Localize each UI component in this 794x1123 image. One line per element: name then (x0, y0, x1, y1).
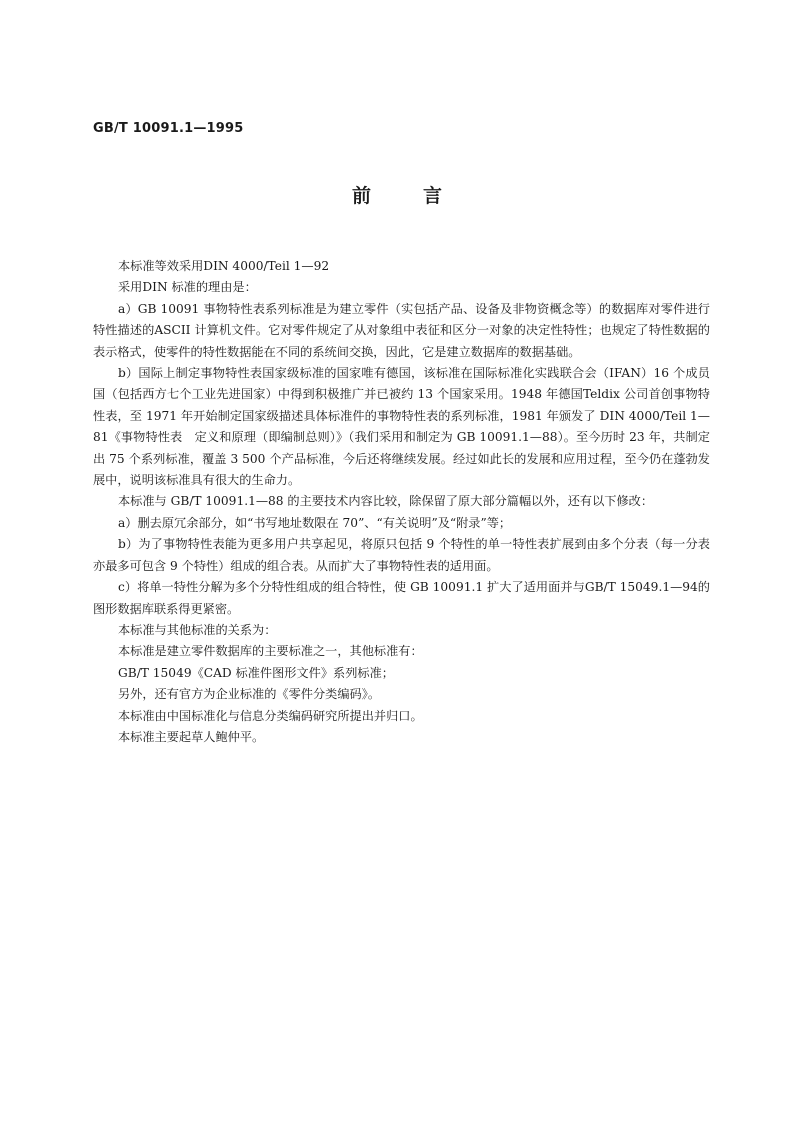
paragraph-enterprise-standard: 另外，还有官方为企业标准的《零件分类编码》。 (118, 687, 381, 702)
paragraph-related-standard: GB/T 15049《CAD 标准件图形文件》系列标准； (118, 665, 394, 680)
paragraph-reason-b: b）国际上制定事物特性表国家级标准的国家唯有德国，该标准在国际标准化实践联合会（IFAN）16 个成员国（包括西方七个工业先进国家）中得到积极推广并已被约 13 个国家采用。1948 年德国Teldix 公司首创事物特性表，至 1971 年开始制定国家级描述具体标准件的事物特性表的系列标准，1981 年颁发了 DIN 4000/Teil 1—81《事物特性表 定义和原理（即编制总则）》（我们采用和制定为 GB 10091.1—88）。至今历时 23 年，共制定出 75 个系列标准，覆盖 3 500 个产品标准，今后还将继续发展。经过如此长的发展和应用过程，至今仍在蓬勃发展中，说明该标准具有很大的生命力。 (93, 366, 710, 488)
paragraph-reason-a: a）GB 10091 事物特性表系列标准是为建立零件（实包括产品、设备及非物资概念等）的数据库对零件进行特性描述的ASCII 计算机文件。它对零件规定了从对象组中表征和区分一对象的决定性特性；也规定了特性数据的表示格式，使零件的特性数据能在不同的系统间交换，因此，它是建立数据库的数据基础。 (93, 301, 710, 359)
paragraph-change-b: b）为了事物特性表能为更多用户共享起见，将原只包括 9 个特性的单一特性表扩展到由多个分表（每一分表亦最多可包含 9 个特性）组成的组合表。从而扩大了事物特性表的适用面。 (93, 537, 710, 573)
page-title: 前言 (351, 185, 494, 207)
paragraph-equivalence: 本标准等效采用DIN 4000/Teil 1—92 (118, 259, 330, 273)
paragraph-relation: 本标准是建立零件数据库的主要标准之一，其他标准有： (118, 644, 423, 659)
paragraph-proposer: 本标准由中国标准化与信息分类编码研究所提出并归口。 (118, 708, 423, 723)
paragraph-relation-intro: 本标准与其他标准的关系为： (118, 622, 277, 637)
paragraph-change-c: c）将单一特性分解为多个分特性组成的组合特性，使 GB 10091.1 扩大了适用面并与GB/T 15049.1—94的图形数据库联系得更紧密。 (93, 580, 710, 616)
paragraph-reason-intro: 采用DIN 标准的理由是： (118, 280, 257, 295)
document-body (93, 256, 710, 748)
standard-code: GB/T 10091.1—1995 (93, 121, 244, 136)
paragraph-change-a: a）删去原冗余部分，如“书写地址数限在 70”、“有关说明”及“附录”等； (118, 515, 512, 530)
paragraph-comparison: 本标准与 GB/T 10091.1—88 的主要技术内容比较，除保留了原大部分篇幅以外，还有以下修改： (118, 494, 654, 509)
paragraph-drafter: 本标准主要起草人鲍仲平。 (118, 729, 265, 744)
